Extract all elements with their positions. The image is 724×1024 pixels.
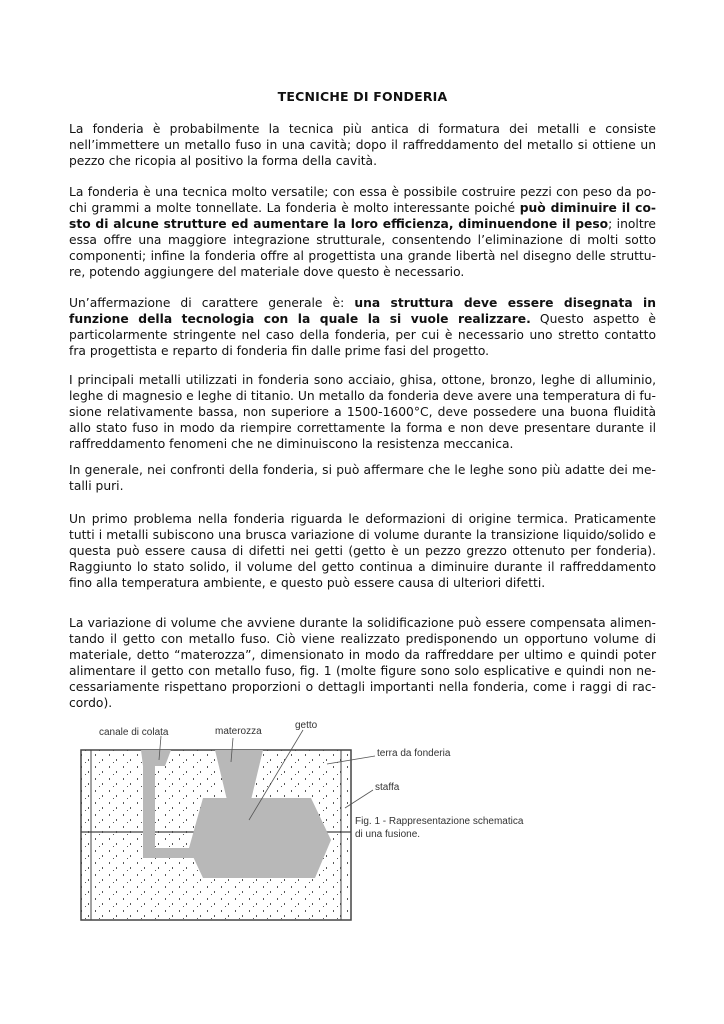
paragraph-intro: La fonderia è probabilmente la tecnica più antica di formatura dei metalli e consiste nell’immettere un metallo fuso in una cavità; dopo il raffreddamento del metallo si ottiene un pezzo che ricopia al positivo la forma della cavità. bbox=[69, 122, 656, 168]
paragraph-alloys: In generale, nei confronti della fonderia, si può affermare che le leghe sono più adatte dei me-talli puri. bbox=[69, 463, 656, 493]
label-getto: getto bbox=[295, 720, 318, 731]
page-title: TECNICHE DI FONDERIA bbox=[277, 89, 448, 104]
paragraph-design-principle-text-a: Un’affermazione di carattere generale è: bbox=[69, 296, 355, 310]
paragraph-versatility-bold: può diminuire il co-sto di alcune strutture ed aumentare la loro efficienza, diminuendone il peso bbox=[69, 200, 657, 231]
paragraph-thermal-deformation: Un primo problema nella fonderia riguarda le deformazioni di origine termica. Praticamente tutti i metalli subiscono una brusca variazione di volume durante la transizione liquido/solido e questa può essere causa di difetti nei getti (getto è un pezzo grezzo ottenuto per fonderia). Raggiunto lo stato solido, il volume del getto continua a diminuire durante il raffreddamento fino alla temperatura ambiente, e questo può essere causa di ulteriori difetti. bbox=[69, 512, 656, 590]
paragraph-metals: I principali metalli utilizzati in fonderia sono acciaio, ghisa, ottone, bronzo, leghe di alluminio, leghe di magnesio e leghe di titanio. Un metallo da fonderia deve avere una temperatura di fu-sione relativamente bassa, non superiore a 1500-1600°C, deve possedere una buona fluidità allo stato fuso in modo da riempire correttamente la forma e non deve presentare durante il raffreddamento fenomeni che ne diminuiscono la resistenza meccanica. bbox=[69, 373, 656, 451]
casting-body bbox=[189, 798, 331, 878]
paragraph-versatility-text-c: ; inoltre essa offre una maggiore integrazione strutturale, consentendo l’eliminazione di molti sotto componenti; infine la fonderia offre al progettista una grande libertà nel disegno delle struttu-re, potendo aggiungere del materiale dove questo è necessario. bbox=[69, 216, 656, 279]
figure-casting-diagram bbox=[79, 716, 659, 936]
paragraph-versatility-text-a: La fonderia è una tecnica molto versatile; con essa è possibile costruire pezzi con peso da po-chi grammi a molte tonnellate. La fonderia è molto interessante poiché bbox=[69, 185, 656, 215]
label-canale-di-colata: canale di colata bbox=[99, 727, 169, 738]
label-terra-da-fonderia: terra da fonderia bbox=[377, 748, 451, 759]
figure-caption-line2: di una fusione. bbox=[355, 829, 421, 840]
paragraph-design-principle-text-c: Questo aspetto è particolarmente stringente nel caso della fonderia, per cui è necessario uno stretto contatto fra progettista e reparto di fonderia fin dalle prime fasi del progetto. bbox=[69, 311, 657, 358]
paragraph-volume-variation: La variazione di volume che avviene durante la solidificazione può essere compensata alimen-tando il getto con metallo fuso. Ciò viene realizzato predisponendo un opportuno volume di materiale, detto “materozza”, dimensionato in modo da raffreddare per ultimo e quindi poter alimentare il getto con metallo fuso, fig. 1 (molte figure sono solo esplicative e quindi non ne-cessariamente rispettano proporzioni o dettagli importanti nella fonderia, come i raggi di rac-cordo). bbox=[69, 616, 656, 710]
label-staffa: staffa bbox=[375, 782, 400, 793]
figure-caption-line1: Fig. 1 - Rappresentazione schematica bbox=[355, 816, 524, 827]
label-materozza: materozza bbox=[215, 726, 262, 737]
paragraph-design-principle bbox=[69, 296, 656, 360]
paragraph-design-principle-bold: una struttura deve essere disegnata in funzione della tecnologia con la quale la si vuole realizzare. bbox=[69, 296, 657, 326]
paragraph-versatility bbox=[69, 185, 656, 280]
